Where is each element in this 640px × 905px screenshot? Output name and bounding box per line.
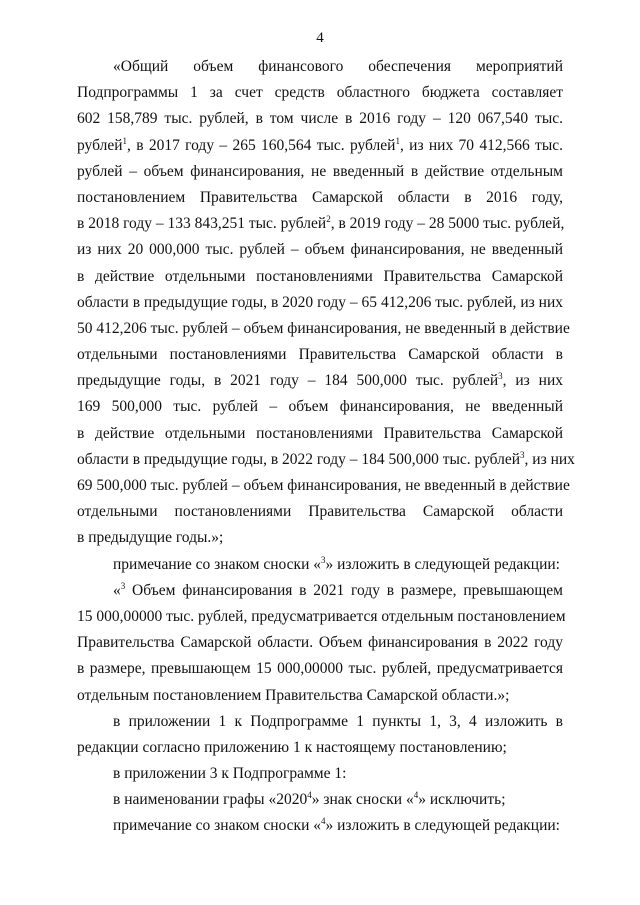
text-line bbox=[77, 656, 563, 682]
text-line bbox=[77, 421, 563, 447]
text-segment: , из них bbox=[502, 372, 564, 390]
text-line bbox=[77, 525, 563, 551]
paragraph bbox=[77, 552, 563, 578]
text-line bbox=[77, 342, 563, 368]
text-segment: примечание со знаком сноски « bbox=[113, 555, 321, 573]
text-line bbox=[77, 709, 563, 735]
footnote-marker: 4 bbox=[413, 790, 419, 801]
text-segment: «Общий объем финансового обеспечения мероприятий bbox=[113, 58, 563, 75]
text-line bbox=[77, 316, 570, 342]
text-line bbox=[77, 761, 563, 787]
text-segment: Объем финансирования в 2021 году в размере, превышающем bbox=[125, 581, 563, 599]
text-segment: Правительства Самарской области. Объем финансирования в 2022 году bbox=[77, 634, 563, 652]
footnote-marker: 4 bbox=[307, 790, 312, 801]
footnote-marker: 4 bbox=[321, 816, 326, 827]
footnote-marker: 1 bbox=[122, 135, 128, 146]
text-segment: в действие отдельными постановлениями Правительства Самарской bbox=[77, 267, 563, 285]
paragraph bbox=[77, 709, 563, 761]
text-line bbox=[77, 578, 563, 604]
text-line bbox=[77, 211, 563, 237]
text-segment: примечание со знаком сноски « bbox=[113, 817, 321, 835]
text-segment: отдельными постановлениями Правительства Самарской области bbox=[77, 503, 563, 521]
text-segment: рублей bbox=[77, 136, 123, 154]
text-segment: предыдущие годы, в 2021 году – 184 500,000 тыс. рублей bbox=[77, 372, 499, 390]
text-segment: в действие отдельными постановлениями Правительства Самарской bbox=[77, 424, 563, 442]
text-line bbox=[77, 159, 563, 185]
text-segment: в размере, превышающем 15 000,00000 тыс. рублей, предусматривается bbox=[77, 660, 563, 678]
text-segment: « bbox=[113, 581, 121, 599]
text-segment: 50 412,206 тыс. рублей – объем финансирования, не введенный в действие bbox=[77, 319, 570, 337]
document-body bbox=[77, 54, 575, 840]
text-segment: 69 500,000 тыс. рублей – объем финансирования, не введенный в действие bbox=[77, 477, 570, 494]
text-line bbox=[77, 185, 563, 211]
page-number: 4 bbox=[316, 30, 324, 46]
text-segment: из них 20 000,000 тыс. рублей – объем финансирования, не введенный bbox=[77, 241, 563, 259]
text-line bbox=[77, 683, 563, 709]
text-segment: в 2018 году – 133 843,251 тыс. рублей bbox=[77, 215, 327, 233]
text-segment: » знак сноски « bbox=[311, 791, 414, 809]
text-line bbox=[77, 552, 563, 578]
footnote-marker: 1 bbox=[395, 135, 400, 146]
text-segment: области в предыдущие годы, в 2022 году – 184 500,000 тыс. рублей bbox=[77, 450, 521, 468]
text-segment: , в 2019 году – 28 5000 тыс. рублей, bbox=[330, 215, 565, 233]
text-segment: » изложить в следующей редакции: bbox=[325, 555, 560, 573]
text-segment: 169 500,000 тыс. рублей – объем финансирования, не введенный bbox=[77, 398, 563, 416]
paragraph bbox=[77, 761, 563, 787]
text-segment: постановлением Правительства Самарской области в 2016 году, bbox=[77, 188, 563, 206]
text-segment: отдельным постановлением Правительства Самарской области.»; bbox=[77, 686, 510, 704]
text-line bbox=[77, 133, 563, 159]
text-segment: » изложить в следующей редакции: bbox=[325, 817, 560, 835]
text-line bbox=[77, 264, 563, 290]
text-line bbox=[77, 290, 563, 316]
text-line bbox=[77, 54, 563, 80]
text-segment: , из них bbox=[524, 450, 575, 468]
footnote-marker: 3 bbox=[498, 371, 503, 382]
text-segment: 15 000,00000 тыс. рублей, предусматривается отдельным постановлением bbox=[77, 607, 566, 625]
text-segment: » исключить; bbox=[418, 791, 506, 809]
text-segment: отдельными постановлениями Правительства Самарской области в bbox=[77, 346, 563, 364]
paragraph bbox=[77, 813, 563, 839]
text-line bbox=[77, 604, 566, 630]
text-segment: в наименовании графы «2020 bbox=[113, 791, 308, 809]
text-segment: , в 2017 году – 265 160,564 тыс. рублей bbox=[127, 136, 396, 154]
text-line bbox=[77, 630, 563, 656]
text-segment: рублей – объем финансирования, не введенный в действие отдельным bbox=[77, 162, 563, 180]
text-segment: Подпрограммы 1 за счет средств областного бюджета составляет bbox=[77, 84, 563, 102]
paragraph bbox=[77, 578, 566, 709]
paragraph bbox=[77, 787, 563, 813]
text-line bbox=[77, 787, 563, 813]
footnote-marker: 2 bbox=[326, 214, 331, 225]
text-line bbox=[77, 237, 563, 263]
text-segment: в приложении 3 к Подпрограмме 1: bbox=[113, 765, 347, 783]
text-line bbox=[77, 473, 570, 499]
text-line bbox=[77, 499, 563, 525]
footnote-marker: 3 bbox=[321, 554, 326, 565]
text-line bbox=[77, 80, 563, 106]
text-line bbox=[77, 106, 563, 132]
paragraph bbox=[77, 54, 575, 552]
text-segment: , из них 70 412,566 тыс. bbox=[399, 136, 563, 154]
text-segment: в приложении 1 к Подпрограмме 1 пункты 1, 3, 4 изложить в bbox=[113, 712, 563, 730]
text-line bbox=[77, 447, 575, 473]
footnote-marker: 3 bbox=[120, 580, 126, 591]
text-line bbox=[77, 735, 563, 761]
footnote-marker: 3 bbox=[520, 449, 525, 460]
text-line bbox=[77, 813, 563, 839]
text-segment: в предыдущие годы.»; bbox=[77, 529, 224, 547]
text-line bbox=[77, 368, 563, 394]
text-line bbox=[77, 394, 563, 420]
text-segment: редакции согласно приложению 1 к настоящему постановлению; bbox=[77, 738, 507, 756]
text-segment: 602 158,789 тыс. рублей, в том числе в 2016 году – 120 067,540 тыс. bbox=[77, 110, 563, 128]
text-segment: области в предыдущие годы, в 2020 году – 65 412,206 тыс. рублей, из них bbox=[77, 293, 563, 311]
